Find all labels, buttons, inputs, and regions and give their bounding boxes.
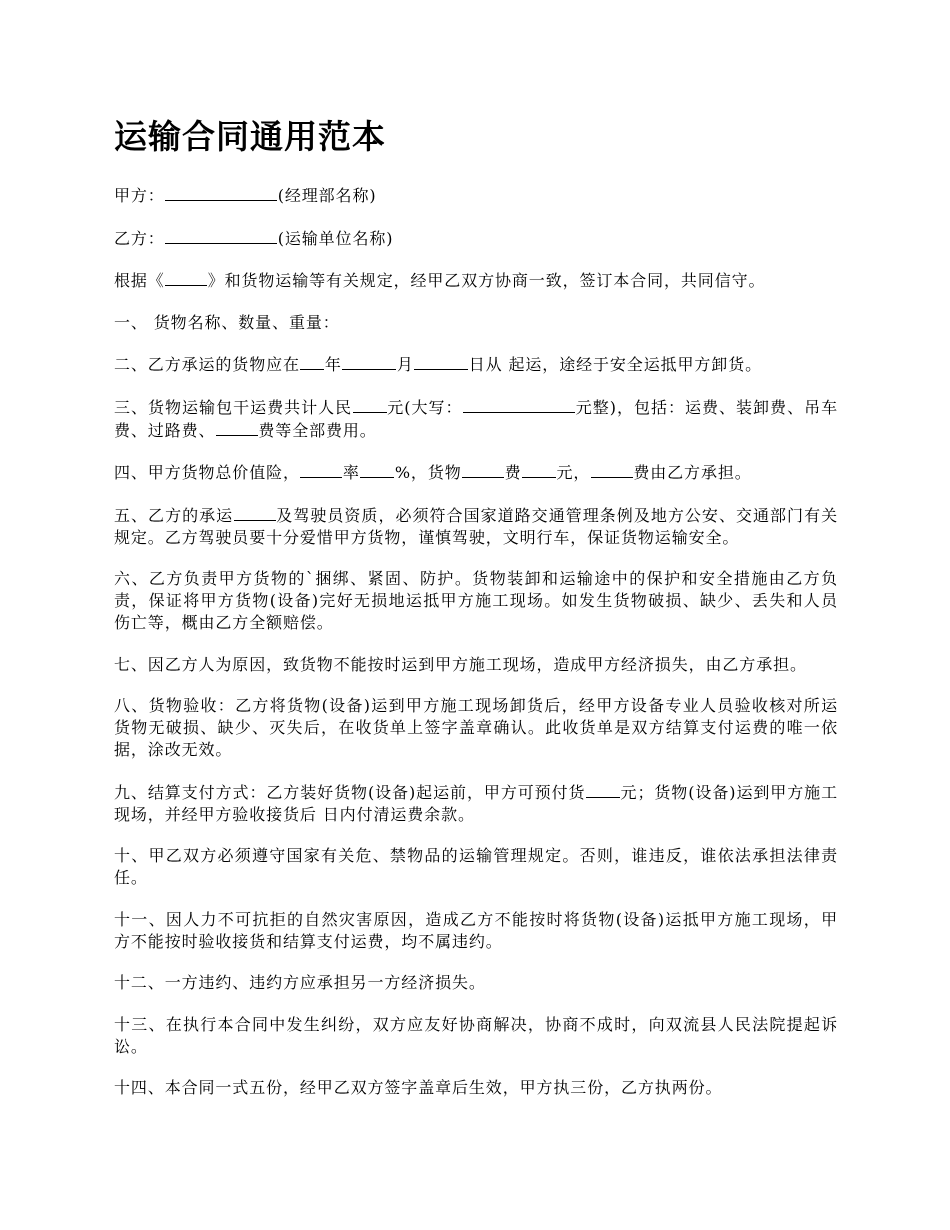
freight-capital-blank (463, 396, 575, 413)
clause-2-text-c: 月 (396, 355, 414, 374)
clause-2-text-d: 日从 起运，途经于安全运抵甲方卸货。 (468, 355, 763, 374)
year-blank (300, 353, 324, 370)
document-title: 运输合同通用范本 (114, 117, 386, 156)
clause-4-text-a: 四、甲方货物总价值险， (114, 463, 300, 482)
clause-5-text-a: 五、乙方的承运 (114, 505, 234, 525)
clause-13: 十三、在执行本合同中发生纠纷，双方应友好协商解决，协商不成时，向双流县人民法院提起诉讼。 (114, 1014, 838, 1056)
clause-9-text-b: 元；货物(设备)运到甲方施工现场，并经甲方验收接货后 日内付清运费余款。 (114, 782, 838, 824)
clause-2-text-b: 年 (324, 355, 342, 374)
freight-amount-blank (353, 396, 387, 413)
clause-9 (114, 781, 838, 826)
prepay-blank (586, 781, 620, 798)
month-blank (342, 353, 396, 370)
clause-4-text-f: 费由乙方承担。 (633, 463, 752, 482)
clause-4-text-b: 率 (342, 463, 360, 482)
clause-3-text-d: 费等全部费用。 (258, 420, 377, 440)
fee-bearer-blank (591, 461, 633, 478)
clause-4-text-d: 费 (504, 463, 522, 482)
clause-4-text-c: %，货物 (394, 463, 462, 482)
clause-8: 八、货物验收：乙方将货物(设备)运到甲方施工现场卸货后，经甲方设备专业人员验收核对所运货物无破损、缺少、灭失后，在收货单上签字盖章确认。此收货单是双方结算支付运费的唯一依据，涂改无效。 (114, 696, 838, 759)
rate-blank (360, 461, 394, 478)
clause-3-text-b: 元(大写： (387, 397, 463, 417)
party-a-note: (经理部名称) (277, 186, 377, 205)
clause-4 (114, 461, 838, 484)
fee-amount-blank (522, 461, 556, 478)
intro-paragraph (114, 269, 838, 292)
clause-3 (114, 396, 838, 442)
clause-14: 十四、本合同一式五份，经甲乙双方签字盖章后生效，甲方执三份，乙方执两份。 (114, 1078, 723, 1097)
insurance-blank (300, 461, 342, 478)
clause-2-text-a: 二、乙方承运的货物应在 (114, 355, 300, 374)
clause-5-text-b: 及驾驶员资质，必须符合国家道路交通管理条例及地方公安、交通部门有关规定。乙方驾驶员要十分爱惜甲方货物，谨慎驾驶，文明行车，保证货物运输安全。 (114, 505, 839, 547)
clause-5 (114, 504, 838, 549)
intro-text-after: 》和货物运输等有关规定，经甲乙双方协商一致，签订本合同，共同信守。 (207, 271, 766, 290)
party-a-blank (165, 184, 277, 201)
law-name-blank (165, 269, 207, 286)
clause-2 (114, 353, 838, 376)
party-a-label: 甲方： (114, 186, 165, 205)
party-b-note: (运输单位名称) (277, 228, 394, 248)
other-fee-blank (216, 419, 258, 436)
party-b-blank (165, 227, 277, 244)
clause-3-text-c: 元整)，包括：运费、装卸费、吊车费、过路费、 (114, 397, 838, 440)
clause-6: 六、乙方负责甲方货物的`捆绑、紧固、防护。货物装卸和运输途中的保护和安全措施由乙方负责，保证将甲方货物(设备)完好无损地运抵甲方施工现场。如发生货物破损、缺少、丢失和人员伤亡等，概由乙方全额赔偿。 (114, 569, 838, 632)
clause-12: 十二、一方违约、违约方应承担另一方经济损失。 (114, 973, 486, 992)
clause-3-text-a: 三、货物运输包干运费共计人民 (114, 397, 353, 417)
clause-9-text-a: 九、结算支付方式：乙方装好货物(设备)起运前，甲方可预付货 (114, 782, 586, 802)
intro-text-before: 根据《 (114, 271, 165, 290)
party-b-label: 乙方： (114, 228, 165, 248)
day-blank (414, 353, 468, 370)
vehicle-blank (234, 504, 276, 521)
party-a-line (114, 184, 838, 207)
clause-7: 七、因乙方人为原因，致货物不能按时运到甲方施工现场，造成甲方经济损失，由乙方承担。 (114, 654, 807, 674)
clause-11: 十一、因人力不可抗拒的自然灾害原因，造成乙方不能按时将货物(设备)运抵甲方施工现场，甲方不能按时验收接货和结算支付运费，均不属违约。 (114, 909, 838, 951)
clause-1: 一、 货物名称、数量、重量： (114, 312, 340, 332)
clause-10: 十、甲乙双方必须遵守国家有关危、禁物品的运输管理规定。否则，谁违反，谁依法承担法律责任。 (114, 846, 838, 887)
clause-4-text-e: 元， (556, 463, 591, 482)
party-b-line (114, 227, 838, 250)
cargo-fee-blank (462, 461, 504, 478)
